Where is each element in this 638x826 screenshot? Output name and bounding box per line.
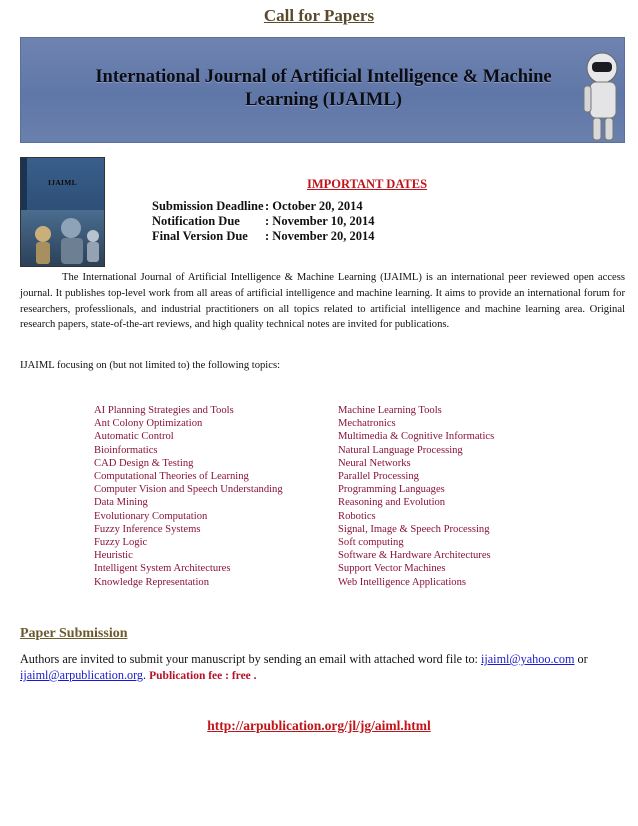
submission-text: Authors are invited to submit your manuscript by sending an email with attached word file to: [20, 652, 481, 666]
publication-fee: Publication fee : free . [149, 670, 257, 682]
topic-item: Heuristic [94, 550, 133, 562]
topic-item: Automatic Control [94, 431, 174, 443]
period-text: . [143, 668, 150, 682]
topics-list-left [94, 404, 324, 589]
topic-item: Support Vector Machines [338, 563, 446, 575]
or-text: or [574, 652, 588, 666]
email-link-arpublication[interactable]: ijaiml@arpublication.org [20, 668, 144, 682]
date-value: : October 20, 2014 [265, 199, 363, 213]
date-label: Final Version Due [152, 229, 248, 243]
cover-robots-illustration [21, 210, 105, 267]
topic-item: Programming Languages [338, 484, 445, 496]
banner-title-line1: International Journal of Artificial Intelligence & Machine [95, 67, 552, 87]
date-row [152, 229, 374, 244]
topic-item: Multimedia & Cognitive Informatics [338, 431, 495, 443]
topic-item: Soft computing [338, 537, 404, 549]
cover-title: IJAIML [48, 178, 77, 187]
topic-item: Bioinformatics [94, 444, 158, 456]
topic-item: Parallel Processing [338, 471, 419, 483]
topic-item: Fuzzy Inference Systems [94, 523, 201, 535]
topic-item: Signal, Image & Speech Processing [338, 523, 490, 535]
robot-image [576, 48, 620, 142]
date-row [152, 214, 374, 229]
topic-item: Neural Networks [338, 457, 411, 469]
email-link-yahoo[interactable]: ijaiml@yahoo.com [481, 652, 575, 666]
topics-list-right [338, 404, 598, 589]
topic-item: Web Intelligence Applications [338, 576, 466, 588]
banner-title-line2: Learning (IJAIML) [245, 90, 402, 110]
topic-item: Software & Hardware Architectures [338, 550, 491, 562]
intro-paragraph: The International Journal of Artificial Intelligence & Machine Learning (IJAIML) is an international peer reviewed open access journal. It publishes top-level work from all areas of artificial intelligence and machine learning. It aims to provide an international forum for researchers, professlionals, and industrial practitioners on all topics related to artificial intelligence and machine learning area. Original research papers, state-of-the-art reviews, and high quality technical notes are invited for publications. [20, 272, 625, 331]
topic-item: Fuzzy Logic [94, 537, 148, 549]
date-value: : November 10, 2014 [265, 214, 375, 228]
journal-url-link[interactable]: http://arpublication.org/jl/jg/aiml.html [207, 718, 431, 733]
topic-item: Reasoning and Evolution [338, 497, 446, 509]
journal-banner [20, 37, 625, 143]
topic-item: Robotics [338, 510, 376, 522]
date-row [152, 199, 374, 214]
topic-item: Mechatronics [338, 418, 396, 430]
topic-item: Computational Theories of Learning [94, 471, 249, 483]
date-value: : November 20, 2014 [265, 229, 375, 243]
date-label: Submission Deadline [152, 199, 264, 213]
topics-intro: IJAIML focusing on (but not limited to) the following topics: [20, 360, 281, 371]
topic-item: Natural Language Processing [338, 444, 463, 456]
topic-item: Computer Vision and Speech Understanding [94, 484, 283, 496]
important-dates-list [152, 199, 374, 244]
topic-item: Data Mining [94, 497, 148, 509]
paper-submission-heading: Paper Submission [20, 626, 128, 641]
topic-item: AI Planning Strategies and Tools [94, 405, 234, 416]
page-title: Call for Papers [263, 6, 375, 25]
banner-title [41, 66, 606, 112]
journal-cover-image [20, 157, 105, 267]
topic-item: CAD Design & Testing [94, 457, 194, 469]
topic-item: Machine Learning Tools [338, 405, 442, 416]
topic-item: Ant Colony Optimization [94, 418, 203, 430]
submission-paragraph [20, 651, 625, 684]
date-label: Notification Due [152, 214, 240, 228]
topic-item: Intelligent System Architectures [94, 563, 231, 575]
important-dates-heading: IMPORTANT DATES [307, 177, 428, 191]
topic-item: Evolutionary Computation [94, 510, 208, 522]
topic-item: Knowledge Representation [94, 576, 210, 588]
